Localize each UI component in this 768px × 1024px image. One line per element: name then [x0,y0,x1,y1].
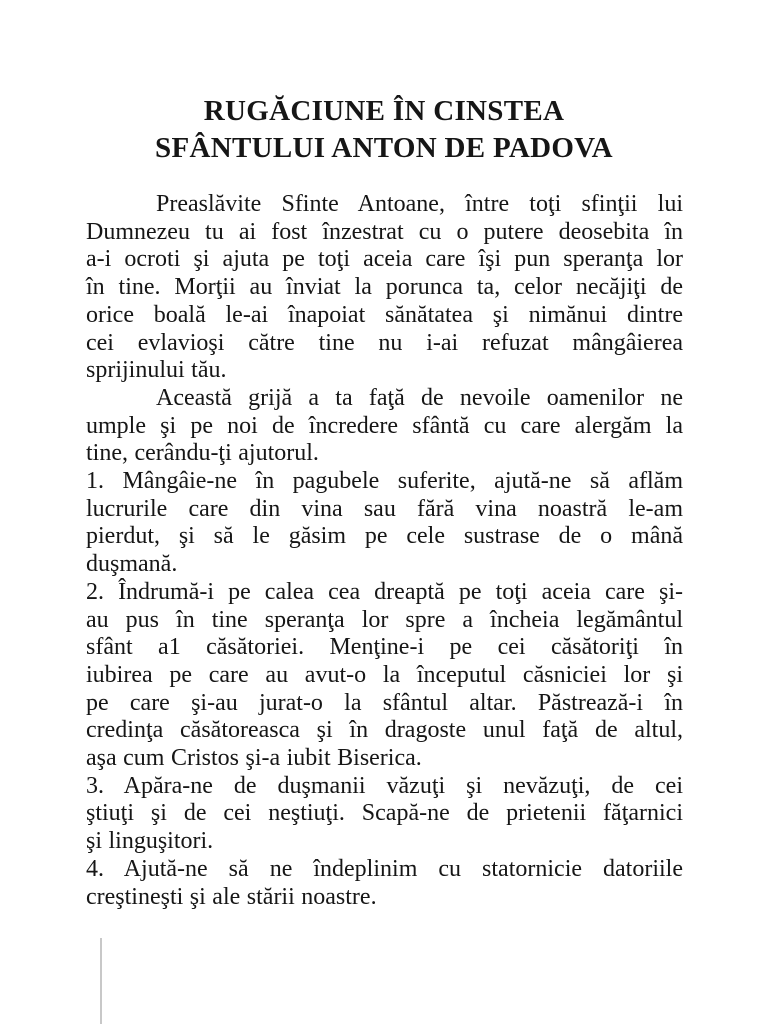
text-line: lucrurile care din vina sau fără vina noastră le-am [86,495,683,522]
text-line: pierdut, şi să le găsim pe cele sustrase de o mână [86,523,683,550]
text-line: aşa cum Cristos şi-a iubit Biserica. [86,745,422,772]
text-line: 3. Apăra-ne de duşmanii văzuţi şi nevăzuţi, de cei [86,772,683,799]
text-line: iubirea pe care au avut-o la începutul căsniciei lor şi [86,661,683,688]
text-line: Această grijă a ta faţă de nevoile oamenilor ne [156,384,683,411]
text-line: pe care şi-au jurat-o la sfântul altar. Păstrează-i în [86,689,683,716]
text-line: sfânt a1 căsătoriei. Menţine-i pe cei căsătoriţi în [86,634,683,661]
text-line: credinţa căsătoreasca şi în dragoste unul faţă de altul, [86,717,683,744]
text-line: tine, cerându-ţi ajutorul. [86,440,319,467]
text-line: şi linguşitori. [86,828,214,855]
text-line: a-i ocroti şi ajuta pe toţi aceia care îşi pun speranţa lor [86,246,683,273]
text-line: creştineşti şi ale stării noastre. [86,883,377,910]
text-line: 1. Mângâie-ne în pagubele suferite, ajută-ne să aflăm [86,468,683,495]
text-line: Dumnezeu tu ai fost înzestrat cu o putere deosebita în [86,218,683,245]
text-line: Preaslăvite Sfinte Antoane, între toţi sfinţii lui [156,191,683,217]
text-line: în tine. Morţii au înviat la porunca ta, celor necăjiţi de [86,274,683,301]
text-line: orice boală le-ai înapoiat sănătatea şi nimănui dintre [86,301,683,328]
text-line: umple şi pe noi de încredere sfântă cu care alergăm la [86,412,683,439]
document-title [0,0,768,167]
text-line: sprijinului tău. [86,357,227,384]
title-line-2: SFÂNTULUI ANTON DE PADOVA [155,132,613,164]
scan-artifact-line [100,938,102,1024]
document-body [86,191,683,911]
text-line: 2. Îndrumă-i pe calea cea dreaptă pe toţi aceia care şi- [86,578,683,605]
title-line-1: RUGĂCIUNE ÎN CINSTEA [203,95,565,127]
text-line: duşmană. [86,551,178,578]
text-line: cei evlavioşi către tine nu i-ai refuzat mângâierea [86,329,683,356]
text-line: 4. Ajută-ne să ne îndeplinim cu statornicie datoriile [86,855,683,882]
text-line: ştiuţi şi de cei neştiuţi. Scapă-ne de prietenii făţarnici [86,800,683,827]
text-line: au pus în tine speranţa lor spre a încheia legământul [86,606,683,633]
